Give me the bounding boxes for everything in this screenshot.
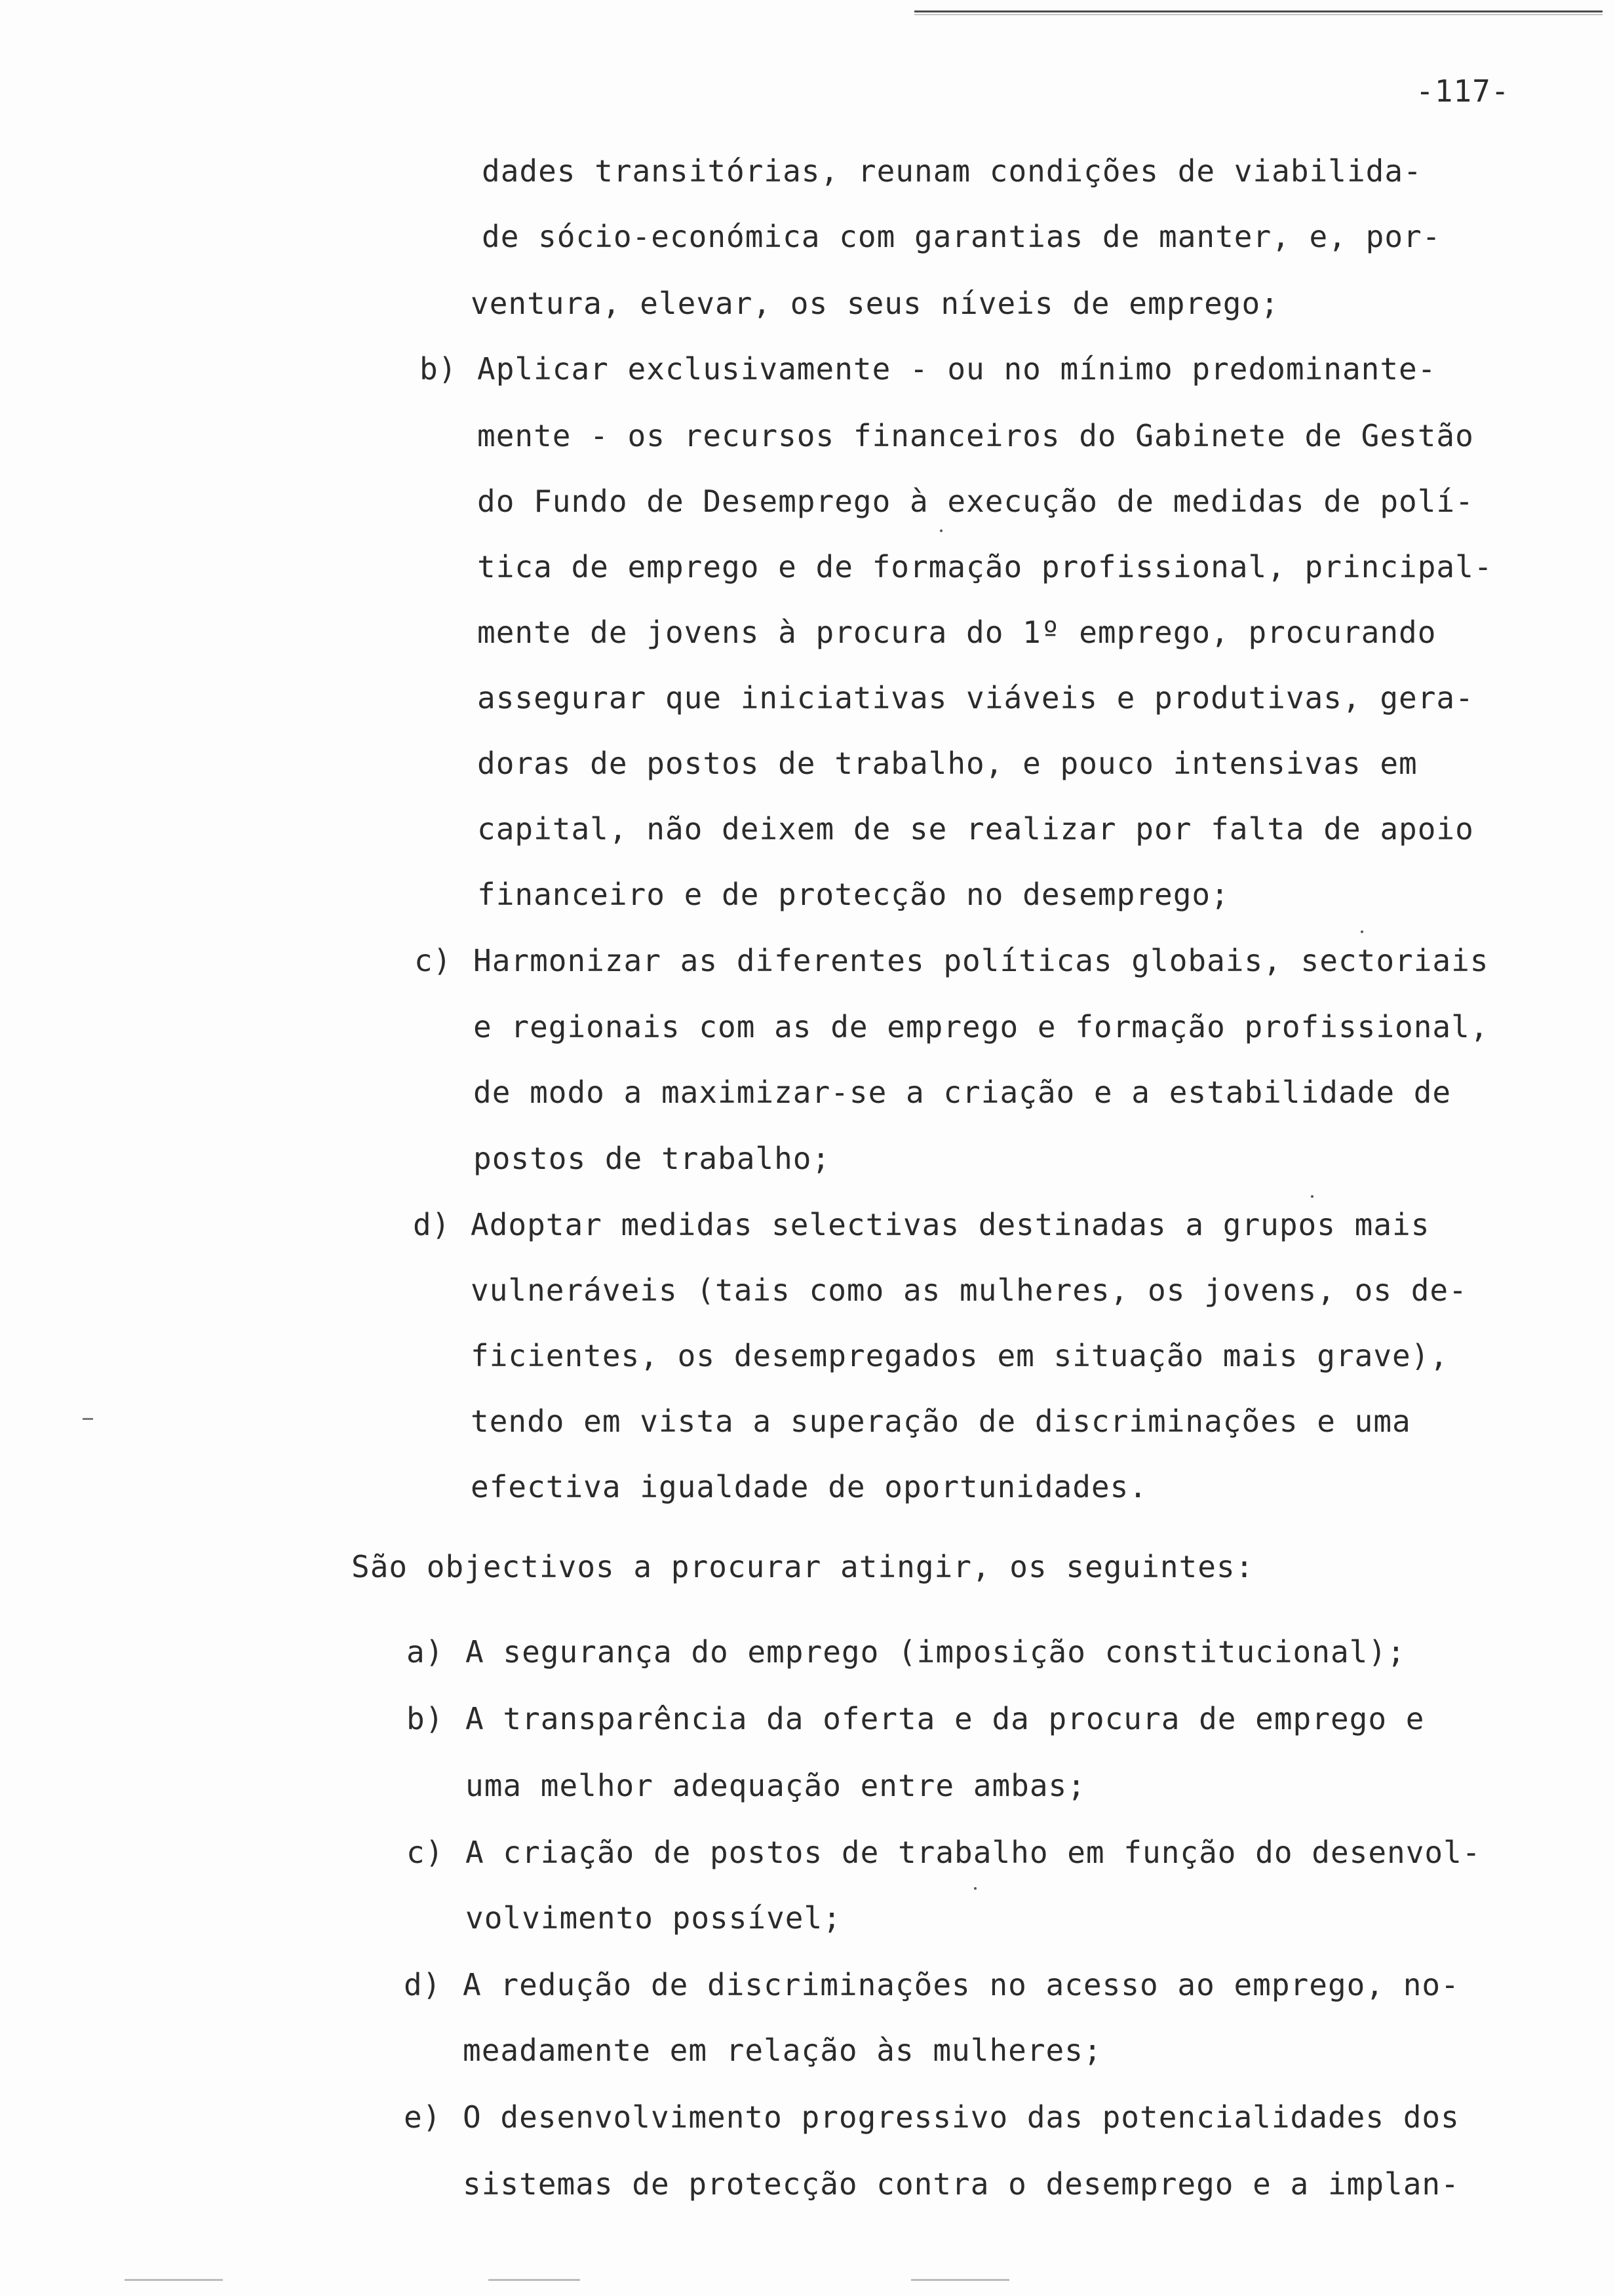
list-item-line: O desenvolvimento progressivo das potencialidades dos — [463, 2099, 1460, 2135]
list-marker: e) — [404, 2099, 442, 2135]
page-number: -117- — [1416, 73, 1510, 109]
list-marker: b) — [406, 1701, 444, 1736]
list-item-line: A redução de discriminações no acesso ao emprego, no- — [463, 1967, 1460, 2002]
list-marker: c) — [414, 943, 452, 978]
scan-speck — [940, 529, 943, 532]
list-item-line: Aplicar exclusivamente - ou no mínimo predominante- — [477, 351, 1437, 387]
list-item-line: do Fundo de Desemprego à execução de medidas de polí- — [477, 484, 1474, 519]
margin-mark — [83, 1418, 93, 1420]
list-item-line: financeiro e de protecção no desemprego; — [477, 877, 1230, 912]
list-item-line: e regionais com as de emprego e formação profissional, — [473, 1009, 1489, 1044]
list-marker: a) — [406, 1634, 444, 1670]
list-item-line: Harmonizar as diferentes políticas globais, sectoriais — [473, 943, 1489, 978]
list-item-line: postos de trabalho; — [473, 1141, 831, 1176]
list-item-line: mente de jovens à procura do 1º emprego, procurando — [477, 615, 1437, 650]
intro-line: ventura, elevar, os seus níveis de emprego; — [471, 286, 1279, 321]
scan-noise — [911, 2279, 1009, 2281]
list-item-line: sistemas de protecção contra o desemprego e a implan- — [463, 2166, 1460, 2202]
list-item-line: A transparência da oferta e da procura de emprego e — [465, 1701, 1425, 1736]
list-item-line: de modo a maximizar-se a criação e a estabilidade de — [473, 1075, 1452, 1110]
intro-line: dades transitórias, reunam condições de viabilida- — [482, 153, 1422, 189]
list-item-line: volvimento possível; — [465, 1900, 842, 1936]
list-item-line: meadamente em relação às mulheres; — [463, 2033, 1102, 2068]
list-item-line: ficientes, os desempregados em situação mais grave), — [471, 1338, 1449, 1373]
intro-line: de sócio-económica com garantias de manter, e, por- — [482, 219, 1441, 254]
scan-speck — [1311, 1195, 1313, 1198]
list-marker: d) — [404, 1967, 442, 2002]
list-item-line: assegurar que iniciativas viáveis e produtivas, gera- — [477, 680, 1474, 716]
list-marker: d) — [413, 1207, 451, 1242]
list-item-line: A criação de postos de trabalho em função do desenvol- — [465, 1835, 1481, 1870]
top-rule — [914, 10, 1603, 12]
list-marker: b) — [419, 351, 457, 387]
scan-speck — [1361, 930, 1363, 933]
list-marker: c) — [406, 1835, 444, 1870]
list-item-line: A segurança do emprego (imposição constitucional); — [465, 1634, 1406, 1670]
scan-noise — [488, 2279, 580, 2281]
list-item-line: mente - os recursos financeiros do Gabinete de Gestão — [477, 418, 1474, 453]
list-item-line: Adoptar medidas selectivas destinadas a grupos mais — [471, 1207, 1430, 1242]
list-item-line: vulneráveis (tais como as mulheres, os jovens, os de- — [471, 1272, 1468, 1308]
objectives-heading: São objectivos a procurar atingir, os seguintes: — [351, 1549, 1255, 1584]
list-item-line: efectiva igualdade de oportunidades. — [471, 1469, 1148, 1504]
list-item-line: uma melhor adequação entre ambas; — [465, 1768, 1086, 1803]
list-item-line: tendo em vista a superação de discriminações e uma — [471, 1404, 1411, 1439]
list-item-line: capital, não deixem de se realizar por falta de apoio — [477, 811, 1474, 847]
list-item-line: tica de emprego e de formação profissional, principal- — [477, 549, 1493, 584]
scan-speck — [974, 1887, 977, 1890]
scan-noise — [125, 2279, 223, 2281]
top-rule-shadow — [914, 14, 1603, 15]
list-item-line: doras de postos de trabalho, e pouco intensivas em — [477, 746, 1418, 781]
